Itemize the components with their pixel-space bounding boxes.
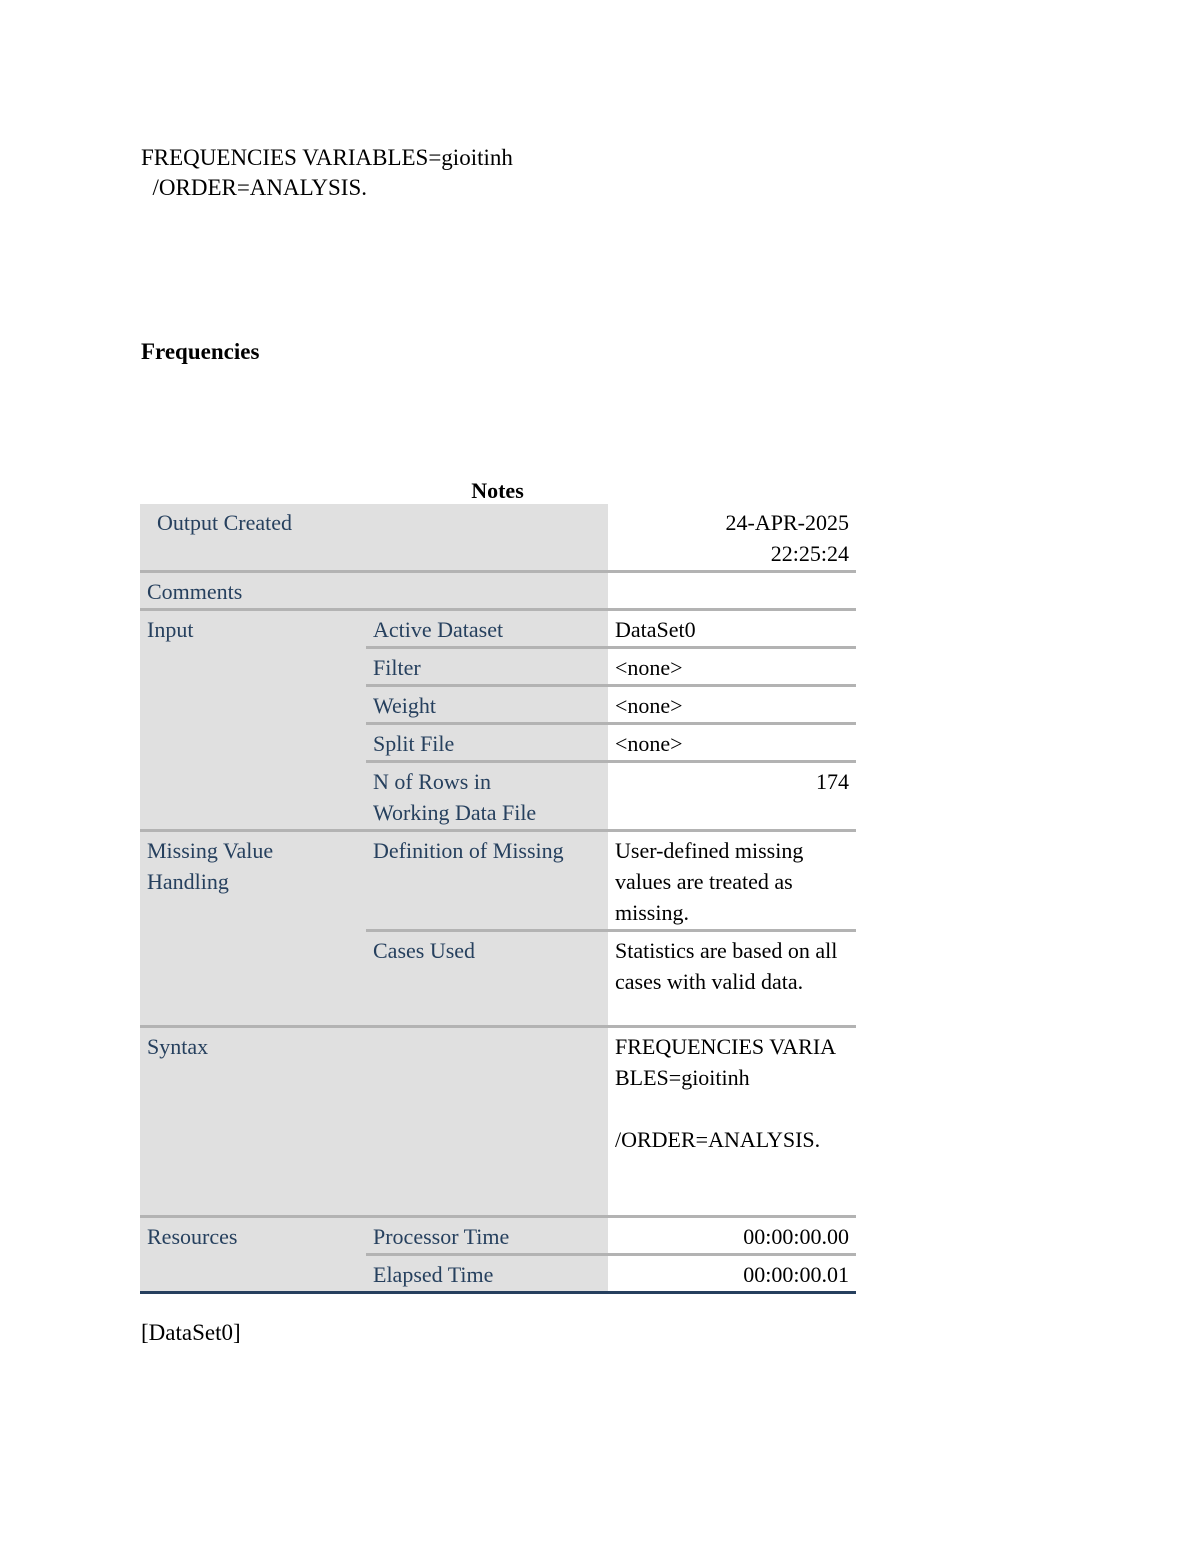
label-split-file: Split File (366, 724, 608, 762)
value-syntax-line2: /ORDER=ANALYSIS. (615, 1127, 821, 1152)
label-missing-line2: Handling (147, 869, 229, 894)
label-definition-missing: Definition of Missing (366, 831, 608, 931)
value-definition-missing: User-defined missing values are treated as missing. (608, 831, 856, 931)
value-output-created (608, 504, 856, 572)
value-syntax (608, 1027, 856, 1217)
label-filter: Filter (366, 648, 608, 686)
dataset-label: [DataSet0] (141, 1320, 241, 1345)
value-syntax-line1: FREQUENCIES VARIABLES=gioitinh (615, 1034, 837, 1090)
value-processor-time: 00:00:00.00 (608, 1217, 856, 1255)
label-output-created: Output Created (140, 504, 608, 572)
value-cases-used: Statistics are based on all cases with valid data. (608, 931, 856, 1027)
label-missing-value-handling (140, 831, 366, 1027)
label-n-rows-line2: Working Data File (373, 800, 537, 825)
value-filter: <none> (608, 648, 856, 686)
label-syntax: Syntax (140, 1027, 608, 1217)
value-n-rows: 174 (608, 762, 856, 831)
value-elapsed-time: 00:00:00.01 (608, 1255, 856, 1293)
label-active-dataset: Active Dataset (366, 610, 608, 648)
value-split-file: <none> (608, 724, 856, 762)
label-input: Input (140, 610, 366, 831)
syntax-line-2: /ORDER=ANALYSIS. (141, 175, 367, 200)
row-comments (140, 572, 856, 610)
value-weight: <none> (608, 686, 856, 724)
row-syntax (140, 1027, 856, 1217)
label-missing-line1: Missing Value (147, 838, 274, 863)
label-n-rows-line1: N of Rows in (373, 769, 491, 794)
row-processor-time (140, 1217, 856, 1255)
label-weight: Weight (366, 686, 608, 724)
label-comments: Comments (140, 572, 608, 610)
label-n-rows (366, 762, 608, 831)
syntax-command (141, 143, 513, 203)
output-created-time: 22:25:24 (770, 541, 849, 566)
table-title: Notes (471, 478, 524, 503)
notes-table (140, 504, 856, 1294)
output-created-date: 24-APR-2025 (725, 510, 849, 535)
row-output-created (140, 504, 856, 572)
value-comments (608, 572, 856, 610)
label-processor-time: Processor Time (366, 1217, 608, 1255)
label-elapsed-time: Elapsed Time (366, 1255, 608, 1293)
value-active-dataset: DataSet0 (608, 610, 856, 648)
row-definition-missing (140, 831, 856, 931)
syntax-line-1: FREQUENCIES VARIABLES=gioitinh (141, 145, 513, 170)
label-resources: Resources (140, 1217, 366, 1293)
row-active-dataset (140, 610, 856, 648)
label-cases-used: Cases Used (366, 931, 608, 1027)
section-heading: Frequencies (141, 339, 260, 364)
